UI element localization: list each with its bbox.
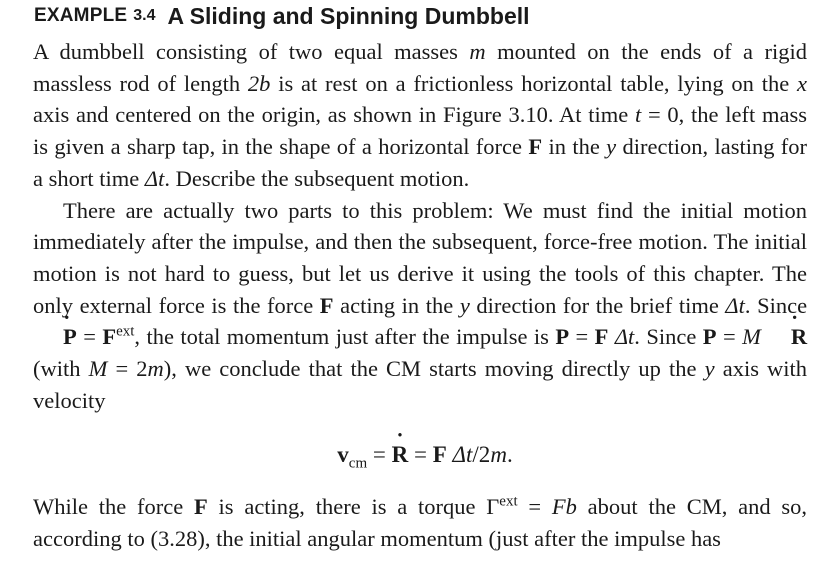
solution-paragraph: There are actually two parts to this problem: We must find the initial motion immediately after the impulse, and then the subsequent, force-free motion. The initial motion is not hard to guess, but let us derive it using the tools of this chapter. The only external force is the force F acting in the y direction for the brief time Δt. Since ˙ $P = F^{ext}$, the total momentum just after the impulse is P = F Δt. Since P = M˙ R (with M = 2m), we conclude that the CM starts moving directly up the y axis with velocity [33,195,807,417]
velocity-equation: $v_{cm}$ = ˙ R = F Δt/2m. [33,435,807,475]
problem-paragraph: A dumbbell consisting of two equal masses m mounted on the ends of a rigid massless rod of length 2b is at rest on a frictionless horizontal table, lying on the x axis and centered on the origin, as shown in Figure 3.10. At time t = 0, the left mass is given a sharp tap, in the shape of a horizontal force F in the y direction, lasting for a short time Δt. Describe the subsequent motion. [33,39,808,191]
example-body [33,36,807,555]
torque-paragraph: While the force F is acting, there is a torque $\Gamma^{ext} = Fb$ about the CM, and so, according to (3.28), the initial angular momentum (just after the impulse has [33,493,808,552]
example-number: 3.4 [133,7,156,24]
example-label: EXAMPLE [34,5,128,26]
example-title: A Sliding and Spinning Dumbbell [167,2,530,29]
example-header [34,0,530,32]
